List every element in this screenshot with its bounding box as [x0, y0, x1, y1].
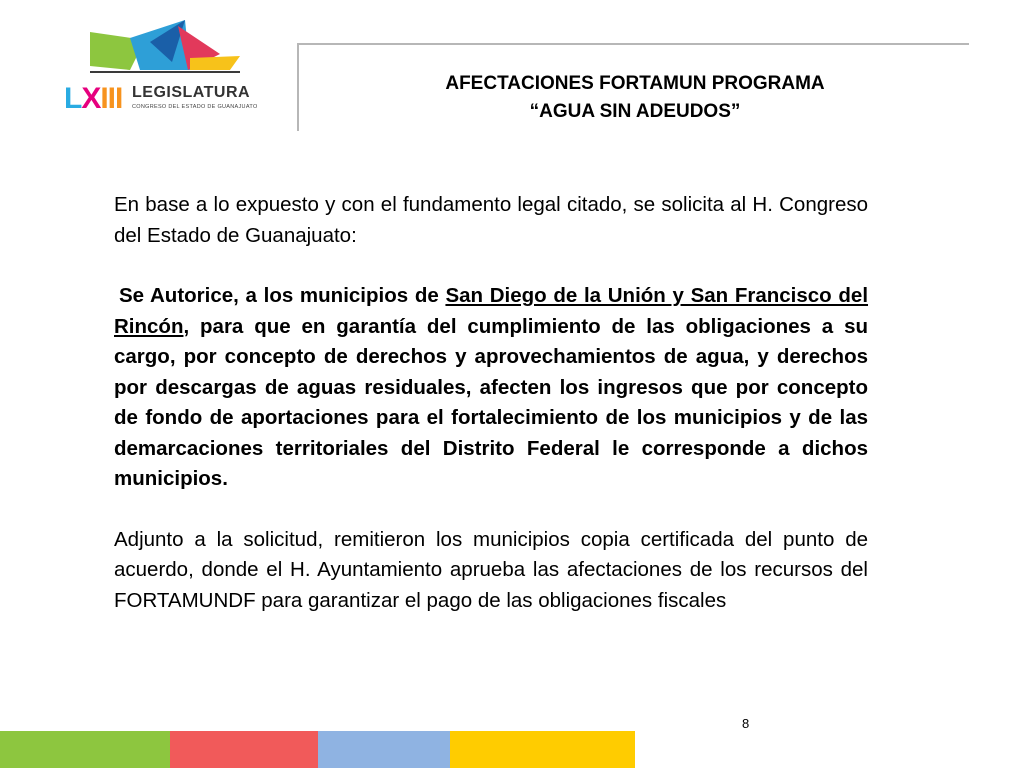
footer-color-bars	[0, 731, 640, 768]
title-line-1: AFECTACIONES FORTAMUN PROGRAMA	[445, 73, 825, 94]
municipalities-underlined: San Diego de la Unión y San Francisco del Rincón	[114, 284, 869, 338]
footer-bar-blue	[318, 731, 450, 768]
authorization-prefix: Se Autorice, a los municipios de	[119, 284, 446, 307]
page-number: 8	[742, 716, 750, 731]
footer-bar-green	[0, 731, 170, 768]
logo-lxiii-mark: LXIII	[64, 82, 123, 115]
slide-title	[300, 70, 970, 126]
title-line-2: “AGUA SIN ADEUDOS”	[529, 101, 741, 122]
logo-subtitle: CONGRESO DEL ESTADO DE GUANAJUATO	[132, 104, 258, 110]
paragraph-intro: En base a lo expuesto y con el fundamento legal citado, se solicita al H. Congreso del Estado de Guanajuato:	[114, 193, 868, 247]
legislatura-logo	[60, 18, 270, 118]
authorization-suffix: , para que en garantía del cumplimiento de las obligaciones a su cargo, por concepto de derechos y aprovechamientos de agua, y derechos por descargas de aguas residuales, afecten los ingresos que por concepto de fondo de aportaciones para el fortalecimiento de los municipios y de las demarcaciones territoriales del Distrito Federal le corresponde a dichos municipios.	[114, 314, 868, 490]
logo-emblem-icon	[90, 18, 240, 80]
slide-body	[114, 190, 868, 616]
logo-name: LEGISLATURA	[132, 84, 251, 101]
footer-bar-yellow	[450, 731, 635, 768]
paragraph-attachment: Adjunto a la solicitud, remitieron los municipios copia certificada del punto de acuerdo, donde el H. Ayuntamiento aprueba las afectaciones de los recursos del FORTAMUNDF para garantizar el pago de las obligaciones fiscales	[114, 527, 868, 612]
paragraph-authorization	[114, 281, 868, 495]
footer-bar-red	[170, 731, 318, 768]
